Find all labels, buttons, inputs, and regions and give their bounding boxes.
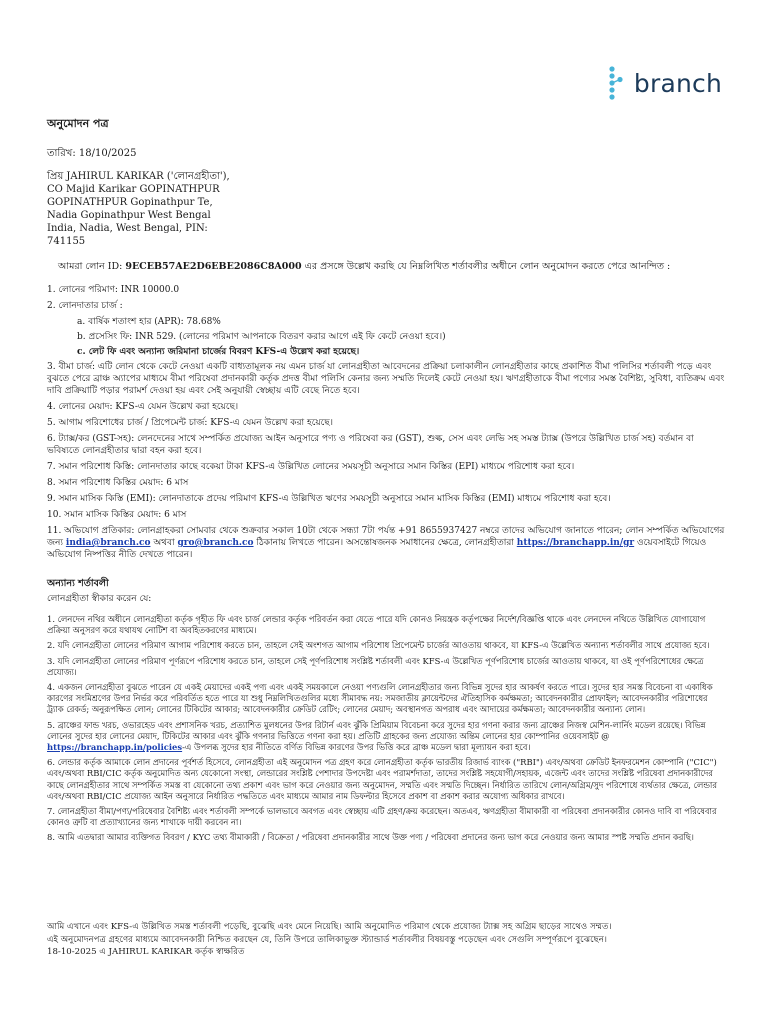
grievance-text: 11. অভিযোগ প্রতিকার: লোনগ্রাহকরা সোমবার থেকে শুক্রবার সকাল 10টা থেকে সন্ধ্যা 7টা পর্যন্ত +91 8655937427 নম্বরে তাদের অভিযোগ জানাতে পারেন; লোন সম্পর্কিত অভিযোগের জন্য: [47, 526, 725, 548]
signature-line: 18-10-2025 এ JAHIRUL KARIKAR কর্তৃক স্বাক্ষরিত: [47, 947, 245, 957]
term-apr: a. বার্ষিক শতাংশ হার (APR): 78.68%: [77, 317, 221, 327]
term-epi: 7. সমান পরিশোধ কিস্তি: লোনদাতার কাছে বকেয়া টাকা KFS-এ উল্লিখিত লোনের সময়সূচী অনুসারে সমান কিস্তির (EPI) মাধ্যমে পরিশোধ করা হবে।: [47, 462, 575, 472]
other-term-8: 8. আমি এতদ্বারা আমার ব্যক্তিগত বিবরণ / KYC তথ্য বীমাকারী / বিক্রেতা / পরিষেবা প্রদানকারীর সাথে উক্ত পণ্য / পরিষেবা প্রদানের জন্য ভাগ করে নেওয়ার জন্য আমার স্পষ্ট সম্মতি প্রদান করছি।: [47, 832, 694, 843]
other-term-2: 2. যদি লোনগ্রহীতা লোনের পরিমাণ আগাম পরিশোধ করতে চান, তাহলে সেই অংশগত আগাম পরিশোধ প্রিপেমেন্ট চার্জের আওতায় থাকবে, যা KFS-এ উল্লেখিত অন্যান্য শর্তাবলীর সাথে প্রযোজ্য হবে।: [47, 640, 710, 651]
other-term-7: 7. লোনগ্রহীতা বীমা/পণ্য/পরিষেবার বৈশিষ্ট্য এবং শর্তাবলী সম্পর্কে ভালভাবে অবগত এবং স্বেচ্ছায় এটি গ্রহণ/ক্রয় করেছেন। অতএব, ঋণগ্রহীতা বীমাকারী বা পরিষেবা প্রদানকারীর কোনও দাবি বা পরিষেবার কোনও ত্রুটি বা প্রত্যাখ্যানের জন্য শাখাকে দায়ী করবেন না।: [47, 806, 717, 828]
term-grievance: [47, 525, 727, 561]
interest-policy-link[interactable]: https://branchapp.in/policies: [47, 742, 183, 753]
address-line: প্রিয় JAHIRUL KARIKAR ('লোনগ্রহীতা'),: [47, 171, 230, 182]
recipient-address: [47, 170, 267, 248]
letter-date: তারিখ: 18/10/2025: [47, 148, 137, 159]
term-tax: 6. ট্যাক্স/কর (GST-সহ): লেনদেনের সাথে সম্পর্কিত প্রযোজ্য আইন অনুসারে পণ্য ও পরিষেবা কর (GST), শুল্ক, সেস এবং লেভি সহ সমস্ত ট্যাক্স (উপরে উল্লিখিত চার্জ সহ) বর্তমান বা ভবিষ্যতে লোনগ্রহীতার দ্বারা বহন করা হবে।: [47, 434, 694, 456]
address-line: GOPINATHPUR Gopinathpur Te,: [47, 197, 213, 208]
term-processing-fee: b. প্রসেসিং ফি: INR 529. (লোনের পরিমাণ আপনাকে বিতরণ করার আগে এই ফি কেটে নেওয়া হবে।): [77, 332, 446, 342]
other-terms-heading: অন্যান্য শর্তাবলী: [47, 578, 109, 589]
acceptance-declaration: [47, 921, 727, 959]
address-line: Nadia Gopinathpur West Bengal: [47, 210, 211, 221]
term-insurance: 3. বীমা চার্জ: এটি লোন থেকে কেটে নেওয়া একটি বাধ্যতামূলক নয় এমন চার্জ যা লোনগ্রহীতা আবেদনের প্রক্রিয়া চলাকালীন লোনগ্রহীতার কাছে প্রকাশিত বীমা পলিসির শর্তাবলী পড়ে এবং বুঝতে পেরে ব্রাঞ্চ অ্যাপের মাধ্যমে বীমা পরিষেবা প্রদানকারী কর্তৃক প্রদত্ত বীমা পলিসি কেনার জন্য সম্মতি দিলেই কেটে নেওয়া হয়। ঋণগ্রহীতাকে বীমা পণ্যের সমস্ত বৈশিষ্ট্য, সুবিধা, ব্যতিক্রম এবং দাবি প্রক্রিয়াটি পড়ার পরামর্শ দেওয়া হয় এবং সেই অনুযায়ী স্বেচ্ছায় এটি বেছে নিতে হবে।: [47, 362, 725, 396]
other-term-5-text: -এ উপলব্ধ সুদের হার নীতিতে বর্ণিত বিভিন্ন কারণের উপর ভিত্তি করে ব্রাঞ্চ মডেল দ্বারা মূল্যায়ন করা হবে।: [182, 742, 531, 753]
brand-name: branch: [633, 68, 722, 98]
branch-logo-icon: [604, 66, 626, 100]
grievance-text: অথবা: [150, 538, 178, 548]
intro-after: এর প্রসঙ্গে উল্লেখ করছি যে নিম্নলিখিত শর্তাবলীর অধীনে লোন অনুমোদন করতে পেরে আনন্দিত :: [301, 261, 671, 272]
address-line: India, Nadia, West Bengal, PIN:: [47, 223, 208, 234]
other-term-1: 1. লেনদেন নথির অধীনে লোনগ্রহীতা কর্তৃক গৃহীত ফি এবং চার্জ লেন্ডার কর্তৃক পরিবর্তন করা যেতে পারে যদি কোনও নিয়ন্ত্রক কর্তৃপক্ষের নির্দেশ/বিজ্ঞপ্তি থাকে এবং লেনদেন নথিতে উল্লিখিত যোগাযোগ প্রক্রিয়া অনুসরণ করে যথাযথ নোটিশ বা অবহিতকরণের মাধ্যমে।: [47, 614, 706, 636]
other-term-5-text: 5. ব্রাঞ্চের ফান্ড খরচ, ওভারহেড এবং প্রশাসনিক খরচ, প্রত্যাশিত মুলধনের উপর রিটার্ন এবং ঝুঁকি প্রিমিয়াম বিবেচনা করে সুদের হার গণনা করার জন্য ব্রাঞ্চের নিজস্ব মেশিন-লার্নিং মডেল রয়েছে। বিভিন্ন লোনের সুদের হার লোনের মেয়াদ, টিকিটের আকার এবং ঝুঁকি গণনার ভিত্তিতে গণনা করা হয়। প্রতিটি গ্রাহকের জন্য প্রযোজ্য অন্তিম লোনের হার কোম্পানির ওয়েবসাইট @: [47, 719, 706, 741]
address-line: 741155: [47, 236, 86, 247]
grievance-text: ওয়েবসাইটে গিয়েও অভিযোগ নিষ্পত্তির নীতি দেখতে পারেন।: [47, 538, 707, 560]
term-epi-tenure: 8. সমান পরিশোধ কিস্তির মেয়াদ: 6 মাস: [47, 478, 189, 488]
term-prepayment: 5. আগাম পরিশোধের চার্জ / প্রিপেমেন্ট চার্জ: KFS-এ যেমন উল্লেখ করা হয়েছে।: [47, 418, 333, 428]
other-terms-subheading: লোনগ্রহীতা স্বীকার করেন যে:: [47, 594, 152, 604]
term-lender-charges: 2. লোনদাতার চার্জ :: [47, 301, 123, 311]
grievance-policy-link[interactable]: https://branchapp.in/gr: [516, 538, 635, 548]
grievance-text: ঠিকানায় লিখতে পারেন। অসন্তোষজনক সমাধানের ক্ষেত্রে, লোনগ্রহীতারা: [253, 538, 517, 548]
other-term-5: [47, 720, 722, 754]
intro-line: [58, 260, 670, 275]
branch-logo: [604, 66, 722, 100]
term-emi-tenure: 10. সমান মাসিক কিস্তির মেয়াদ: 6 মাস: [47, 510, 187, 520]
other-term-3: 3. যদি লোনগ্রহীতা লোনের পরিমাণ পূর্ণরূপে পরিশোধ করতে চান, তাহলে সেই পূর্ণপরিশোধ সংশ্লিষ্ট শর্তাবলী এবং KFS-এ উল্লেখিত পূর্ণপরিশোধ চার্জের আওতায় থাকবে, যা ওই পূর্ণপরিশোধের ক্ষেত্রে প্রযোজ্য।: [47, 655, 704, 677]
intro-before: আমরা লোন ID:: [58, 261, 126, 272]
loan-terms-list: [47, 284, 727, 565]
page-title: অনুমোদন পত্র: [47, 117, 109, 130]
declaration-line: আমি এখানে এবং KFS-এ উল্লিখিত সমস্ত শর্তাবলী পড়েছি, বুঝেছি এবং মেনে নিয়েছি। আমি অনুমোদিত পরিমাণ থেকে প্রযোজ্য ট্যাক্স সহ অগ্রিম ছাড়ের সাথেও সম্মত।: [47, 922, 612, 932]
other-term-4: 4. একজন লোনগ্রহীতা বুঝতে পারেন যে একই মেয়াদের একই পণ্য এবং একই সময়কালে নেওয়া পণ্যগুলি লোনগ্রহীতার জন্য বিভিন্ন সুদের হার আকর্ষণ করতে পারে। সুদের হার সমস্ত বিবেচনা বা একাধিক কারণের সংমিশ্রণের উপর নির্ভর করে পরিবর্তিত হতে পারে যা শুধু নিম্নলিখিতগুলির মধ্যে সীমাবদ্ধ নয়: সমজাতীয় ক্লায়েন্টদের ঐতিহাসিক কর্মক্ষমতা; আবেদনকারীর প্রোফাইল; আবেদনকারীর পরিশোধের ট্র্যাক রেকর্ড; অনুরূপক্ষিত লোন; লোনের টিকিটের আকার; আবেদনকারীর ক্রেডিট রেটিং; লোনের মেয়াদ; অবস্থানগত অপরাধ এবং আদায়ের কর্মক্ষমতা; আবেদনকারীর অন্যান্য লোন।: [47, 682, 713, 715]
declaration-line: এই অনুমোদনপত্র গ্রহণের মাধ্যমে আবেদনকারী নিশ্চিত করছেন যে, তিনি উপরে তালিকাভুক্ত স্ট্যান্ডার্ড শর্তাবলীর বিষয়বস্তু পড়েছেন এবং সেগুলি সম্পূর্ণরূপে বুঝেছেন।: [47, 934, 607, 945]
term-emi: 9. সমান মাসিক কিস্তি (EMI): লোনদাতাকে প্রদেয় পরিমাণ KFS-এ উল্লিখিত ঋণের সময়সূচী অনুসারে সমান মাসিক কিস্তির (EMI) মাধ্যমে পরিশোধ করা হবে।: [47, 494, 611, 504]
other-term-6: 6. লেন্ডার কর্তৃক আমাকে লোন প্রদানের পূর্বশর্ত হিসেবে, লোনগ্রহীতা এই অনুমোদন পত্র গ্রহণ করে লোনগ্রহীতা কর্তৃক ভারতীয় রিজার্ভ ব্যাংক ("RBI") এবং/অথবা ক্রেডিট ইনফরমেশন কোম্পানি ("CIC") এবং/অথবা RBI/CIC কর্তৃক অনুমোদিত অন্য যেকোনো সংস্থা, লেন্ডারের সংশ্লিষ্ট পেশাদার উপদেষ্টা এবং পরামর্শদাতা, তাদের সংশ্লিষ্ট সহযোগী/সহায়ক, এজেন্ট এবং তাদের সংশ্লিষ্ট পরিষেবা প্রদানকারীদের কাছে লোনগ্রহীতার সাথে সম্পর্কিত সমস্ত বা যেকোনো তথ্য প্রকাশ এবং ভাগ করে নেওয়ার জন্য অনুমোদন, সম্মতি এবং সম্মতি দিচ্ছেন। নির্ধারিত তারিখে লোন/অগ্রিম/সুদ পরিশোধে ব্যর্থতার ক্ষেত্রে, লেন্ডার এবং/অথবা RBI/CIC প্রযোজ্য আইন অনুসারে নির্ধারিত পদ্ধতিতে এবং মাধ্যমে আমার নাম ডিফল্টার হিসেবে প্রকাশ বা প্রকাশ করার অযোগ্য অধিকার রাখবে।: [47, 757, 717, 801]
term-loan-amount: 1. লোনের পরিমাণ: INR 10000.0: [47, 285, 180, 295]
address-line: CO Majid Karikar GOPINATHPUR: [47, 184, 220, 195]
other-terms-list: [47, 614, 722, 848]
india-email-link[interactable]: india@branch.co: [65, 538, 151, 548]
loan-id: 9ECEB57AE2D6EBE2086C8A000: [125, 261, 302, 272]
term-loan-tenure: 4. লোনের মেয়াদ: KFS-এ যেমন উল্লেখ করা হয়েছে।: [47, 402, 239, 412]
gro-email-link[interactable]: gro@branch.co: [177, 538, 254, 548]
term-late-fee: c. লেট ফি এবং অন্যান্য জরিমানা চার্জের বিবরণ KFS-এ উল্লেখ করা হয়েছে।: [77, 347, 360, 357]
